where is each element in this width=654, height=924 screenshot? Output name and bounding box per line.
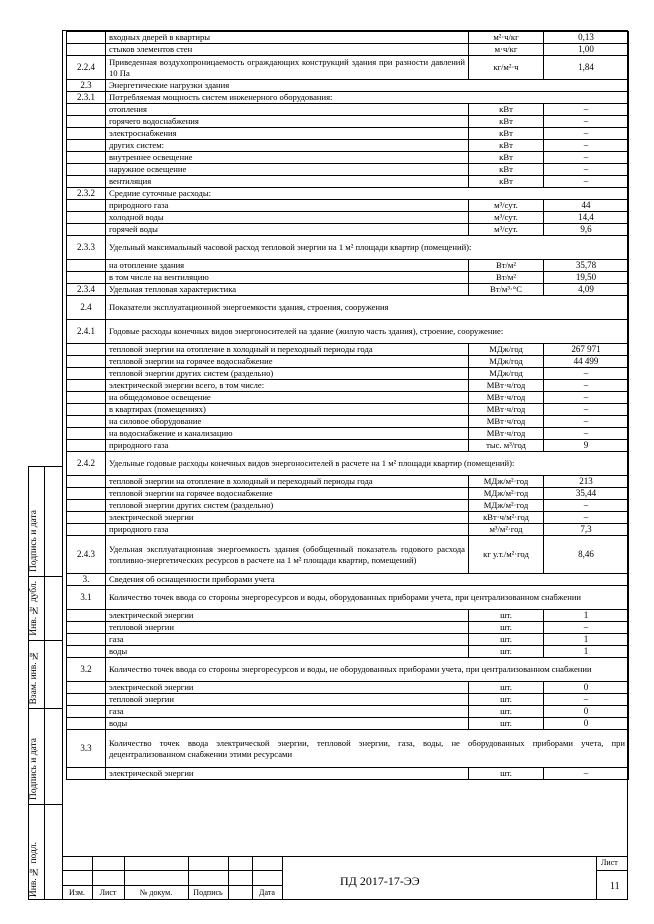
table-row xyxy=(67,200,629,212)
row-number xyxy=(67,164,106,176)
table-row xyxy=(67,524,629,536)
row-unit: кВт xyxy=(469,152,544,164)
row-number xyxy=(67,682,106,694)
row-unit: МДж/год xyxy=(469,356,544,368)
row-number xyxy=(67,392,106,404)
row-unit: шт. xyxy=(469,706,544,718)
row-value: 1 xyxy=(544,610,629,622)
row-name: тепловой энергии других систем (раздельно) xyxy=(106,500,469,512)
table-row xyxy=(67,768,629,780)
row-name: в квартирах (помещениях) xyxy=(106,404,469,416)
row-value: – xyxy=(544,512,629,524)
row-name: тепловой энергии на горячее водоснабжение xyxy=(106,356,469,368)
row-name: входных дверей в квартиры xyxy=(106,32,469,44)
row-value: 1 xyxy=(544,634,629,646)
row-number: 2.4.3 xyxy=(67,536,106,574)
table-row xyxy=(67,646,629,658)
row-name: стыков элементов стен xyxy=(106,44,469,56)
row-unit: шт. xyxy=(469,634,544,646)
table-row xyxy=(67,682,629,694)
row-name: Удельные годовые расходы конечных видов энергоносителей в расчете на 1 м² площади квартир (помещений): xyxy=(106,452,629,476)
row-name: электрической энергии xyxy=(106,610,469,622)
row-name: внутреннее освещение xyxy=(106,152,469,164)
table-row xyxy=(67,536,629,574)
row-value: – xyxy=(544,368,629,380)
table-row xyxy=(67,392,629,404)
row-number xyxy=(67,440,106,452)
row-unit: м²·ч/кг xyxy=(469,32,544,44)
energy-passport-table xyxy=(66,31,629,780)
row-value: 8,46 xyxy=(544,536,629,574)
side-cell-inv-orig: Инв. № подл. xyxy=(29,841,39,897)
row-unit: кВт xyxy=(469,164,544,176)
row-name: Приведенная воздухопроницаемость ограждающих конструкций здания при разности давлений 10 Па xyxy=(106,56,469,80)
row-number: 2.3.1 xyxy=(67,92,106,104)
row-value: 35,78 xyxy=(544,260,629,272)
row-value: – xyxy=(544,694,629,706)
table-row xyxy=(67,104,629,116)
table-row xyxy=(67,272,629,284)
row-number: 3. xyxy=(67,574,106,586)
row-name: электрической энергии всего, в том числе: xyxy=(106,380,469,392)
title-col-list: Лист xyxy=(99,888,117,897)
row-unit: МВт·ч/год xyxy=(469,392,544,404)
row-unit: МВт·ч/год xyxy=(469,416,544,428)
table-row xyxy=(67,92,629,104)
row-name: воды xyxy=(106,718,469,730)
table-row xyxy=(67,574,629,586)
row-value: 4,09 xyxy=(544,284,629,296)
row-name: Годовые расходы конечных видов энергоносителей на здание (жилую часть здания), строение, сооружение: xyxy=(106,320,629,344)
row-number xyxy=(67,44,106,56)
row-number xyxy=(67,634,106,646)
row-value: – xyxy=(544,380,629,392)
row-number xyxy=(67,706,106,718)
row-value: – xyxy=(544,176,629,188)
table-row xyxy=(67,404,629,416)
row-value: – xyxy=(544,404,629,416)
table-row xyxy=(67,176,629,188)
row-name: Средние суточные расходы: xyxy=(106,188,629,200)
row-unit: кВт·ч/м²·год xyxy=(469,512,544,524)
row-unit: м³/сут. xyxy=(469,200,544,212)
row-name: наружное освещение xyxy=(106,164,469,176)
row-name: на отопление здания xyxy=(106,260,469,272)
row-unit: шт. xyxy=(469,610,544,622)
table-row xyxy=(67,586,629,610)
row-unit: м·ч/кг xyxy=(469,44,544,56)
row-unit: Вт/м² xyxy=(469,260,544,272)
row-name: природного газа xyxy=(106,524,469,536)
row-number xyxy=(67,380,106,392)
row-number: 2.3.2 xyxy=(67,188,106,200)
side-stamp xyxy=(28,466,62,900)
row-value: 9,6 xyxy=(544,224,629,236)
table-row xyxy=(67,44,629,56)
row-number xyxy=(67,476,106,488)
row-number: 2.3.4 xyxy=(67,284,106,296)
table-row xyxy=(67,80,629,92)
table-row xyxy=(67,224,629,236)
side-cell-signature-date: Подпись и дата xyxy=(29,467,63,577)
row-value: 7,3 xyxy=(544,524,629,536)
table-row xyxy=(67,380,629,392)
row-value: 9 xyxy=(544,440,629,452)
row-number: 3.1 xyxy=(67,586,106,610)
row-name: Сведения об оснащенности приборами учета xyxy=(106,574,629,586)
row-name: Количество точек ввода со стороны энергоресурсов и воды, оборудованных приборами учета, при централизованном снабжении xyxy=(106,586,629,610)
table-row xyxy=(67,320,629,344)
row-name: Количество точек ввода со стороны энергоресурсов и воды, не оборудованных приборами учета, при централизованном снабжении xyxy=(106,658,629,682)
row-value: – xyxy=(544,622,629,634)
row-number xyxy=(67,212,106,224)
row-name: холодной воды xyxy=(106,212,469,224)
table-row xyxy=(67,356,629,368)
row-number xyxy=(67,610,106,622)
row-unit: МВт·ч/год xyxy=(469,404,544,416)
table-row xyxy=(67,32,629,44)
row-name: тепловой энергии других систем (раздельно) xyxy=(106,368,469,380)
table-row xyxy=(67,236,629,260)
sheet-number: 11 xyxy=(610,881,620,892)
side-cell-vzam-inv: Взам. инв. № xyxy=(29,641,63,709)
table-row xyxy=(67,284,629,296)
row-name: вентиляция xyxy=(106,176,469,188)
row-number xyxy=(67,356,106,368)
row-unit: шт. xyxy=(469,694,544,706)
row-name: других систем: xyxy=(106,140,469,152)
table-row xyxy=(67,416,629,428)
row-unit: МВт·ч/год xyxy=(469,428,544,440)
table-row xyxy=(67,730,629,768)
row-value: – xyxy=(544,152,629,164)
table-row xyxy=(67,56,629,80)
table-row xyxy=(67,164,629,176)
row-unit: шт. xyxy=(469,718,544,730)
row-value: 44 xyxy=(544,200,629,212)
table-row xyxy=(67,622,629,634)
row-name: природного газа xyxy=(106,200,469,212)
row-number: 2.4 xyxy=(67,296,106,320)
title-col-izm: Изм. xyxy=(69,888,85,897)
row-unit: МДж/м²·год xyxy=(469,488,544,500)
row-number xyxy=(67,140,106,152)
table-row xyxy=(67,116,629,128)
row-name: природного газа xyxy=(106,440,469,452)
row-value: 0 xyxy=(544,718,629,730)
row-name: тепловой энергии на отопление в холодный и переходный периоды года xyxy=(106,344,469,356)
table-row xyxy=(67,706,629,718)
row-unit: МВт·ч/год xyxy=(469,380,544,392)
row-name: на силовое оборудование xyxy=(106,416,469,428)
row-unit: шт. xyxy=(469,622,544,634)
row-number: 2.2.4 xyxy=(67,56,106,80)
row-number xyxy=(67,200,106,212)
table-row xyxy=(67,658,629,682)
row-unit: кВт xyxy=(469,128,544,140)
title-col-date: Дата xyxy=(259,888,275,897)
row-number xyxy=(67,488,106,500)
row-value: – xyxy=(544,116,629,128)
row-name: газа xyxy=(106,706,469,718)
table-row xyxy=(67,140,629,152)
row-name: электрической энергии xyxy=(106,512,469,524)
row-value: 1 xyxy=(544,646,629,658)
row-number xyxy=(67,512,106,524)
row-number xyxy=(67,524,106,536)
table-row xyxy=(67,212,629,224)
row-value: – xyxy=(544,128,629,140)
side-cell-signature-date-2: Подпись и дата xyxy=(29,709,63,805)
row-value: 1,84 xyxy=(544,56,629,80)
row-unit: Вт/м² xyxy=(469,272,544,284)
table-row xyxy=(67,188,629,200)
row-number: 3.3 xyxy=(67,730,106,768)
row-number xyxy=(67,428,106,440)
row-unit: МДж/год xyxy=(469,344,544,356)
row-value: 19,50 xyxy=(544,272,629,284)
table-row xyxy=(67,500,629,512)
row-value: 0,13 xyxy=(544,32,629,44)
row-number xyxy=(67,128,106,140)
row-unit: м³/м²·год xyxy=(469,524,544,536)
title-col-sign: Подпись xyxy=(193,888,223,897)
row-number xyxy=(67,718,106,730)
row-name: Количество точек ввода электрической энергии, тепловой энергии, газа, воды, не оборудованных приборами учета, при децентрализованном снабжении этими ресурсами xyxy=(106,730,629,768)
row-name: Удельная тепловая характеристика xyxy=(106,284,469,296)
table-row xyxy=(67,718,629,730)
row-value: – xyxy=(544,428,629,440)
row-name: на общедомовое освещение xyxy=(106,392,469,404)
row-name: Потребляемая мощность систем инженерного оборудования: xyxy=(106,92,629,104)
row-number: 2.4.2 xyxy=(67,452,106,476)
row-name: горячего водоснабжения xyxy=(106,116,469,128)
row-value: 44 499 xyxy=(544,356,629,368)
row-unit: МДж/м²·год xyxy=(469,476,544,488)
row-unit: м³/сут. xyxy=(469,224,544,236)
table-row xyxy=(67,260,629,272)
row-name: в том числе на вентиляцию xyxy=(106,272,469,284)
row-value: 213 xyxy=(544,476,629,488)
row-value: – xyxy=(544,416,629,428)
row-number: 2.3.3 xyxy=(67,236,106,260)
table-row xyxy=(67,512,629,524)
row-number xyxy=(67,416,106,428)
table-row xyxy=(67,488,629,500)
row-number xyxy=(67,694,106,706)
table-row xyxy=(67,296,629,320)
row-number xyxy=(67,368,106,380)
row-number xyxy=(67,32,106,44)
sheet-label: Лист xyxy=(601,858,618,867)
row-name: Удельный максимальный часовой расход тепловой энергии на 1 м² площади квартир (помещений): xyxy=(106,236,629,260)
row-unit: тыс. м³/год xyxy=(469,440,544,452)
row-value: 14,4 xyxy=(544,212,629,224)
row-unit: МДж/м²·год xyxy=(469,500,544,512)
row-value: 1,00 xyxy=(544,44,629,56)
row-unit: шт. xyxy=(469,682,544,694)
row-name: электрической энергии xyxy=(106,768,469,780)
row-number: 3.2 xyxy=(67,658,106,682)
row-name: газа xyxy=(106,634,469,646)
row-name: электрической энергии xyxy=(106,682,469,694)
row-value: – xyxy=(544,500,629,512)
row-unit: кВт xyxy=(469,140,544,152)
row-name: воды xyxy=(106,646,469,658)
row-unit: кВт xyxy=(469,104,544,116)
row-unit: кг/м²·ч xyxy=(469,56,544,80)
row-number xyxy=(67,344,106,356)
row-unit: кг у.т./м²·год xyxy=(469,536,544,574)
row-value: 0 xyxy=(544,706,629,718)
table-row xyxy=(67,476,629,488)
row-number: 2.4.1 xyxy=(67,320,106,344)
row-name: на водоснабжение и канализацию xyxy=(106,428,469,440)
document-code: ПД 2017-17-ЭЭ xyxy=(340,874,420,888)
row-value: 267 971 xyxy=(544,344,629,356)
row-value: – xyxy=(544,164,629,176)
row-value: – xyxy=(544,104,629,116)
table-row xyxy=(67,152,629,164)
row-value: 0 xyxy=(544,682,629,694)
row-value: – xyxy=(544,140,629,152)
row-unit: шт. xyxy=(469,646,544,658)
row-unit: кВт xyxy=(469,176,544,188)
row-number xyxy=(67,272,106,284)
row-number xyxy=(67,260,106,272)
row-number xyxy=(67,224,106,236)
row-value: – xyxy=(544,392,629,404)
table-row xyxy=(67,428,629,440)
side-cell-inv-dup: Инв. № дубл. xyxy=(29,577,63,641)
row-name: горячей воды xyxy=(106,224,469,236)
row-name: Удельная эксплуатационная энергоемкость здания (обобщенный показатель годового расхода топливно-энергетических ресурсов в расчете на 1 м² площади квартир, помещений) xyxy=(106,536,469,574)
row-number: 2.3 xyxy=(67,80,106,92)
table-row xyxy=(67,440,629,452)
row-value: – xyxy=(544,768,629,780)
row-number xyxy=(67,646,106,658)
table-row xyxy=(67,452,629,476)
row-unit: Вт/м³·°С xyxy=(469,284,544,296)
row-name: тепловой энергии xyxy=(106,694,469,706)
row-unit: МДж/год xyxy=(469,368,544,380)
table-row xyxy=(67,610,629,622)
table-row xyxy=(67,128,629,140)
row-name: отопления xyxy=(106,104,469,116)
title-col-doc: № докум. xyxy=(139,888,173,897)
row-name: Показатели эксплуатационной энергоемкости здания, строения, сооружения xyxy=(106,296,629,320)
row-name: Энергетические нагрузки здания xyxy=(106,80,629,92)
table-row xyxy=(67,344,629,356)
row-name: тепловой энергии xyxy=(106,622,469,634)
row-number xyxy=(67,176,106,188)
row-number xyxy=(67,768,106,780)
row-name: тепловой энергии на горячее водоснабжение xyxy=(106,488,469,500)
row-name: тепловой энергии на отопление в холодный и переходный периоды года xyxy=(106,476,469,488)
table-row xyxy=(67,634,629,646)
row-value: 35,44 xyxy=(544,488,629,500)
row-unit: шт. xyxy=(469,768,544,780)
row-name: электроснабжения xyxy=(106,128,469,140)
row-unit: кВт xyxy=(469,116,544,128)
row-number xyxy=(67,104,106,116)
table-row xyxy=(67,368,629,380)
table-row xyxy=(67,694,629,706)
row-number xyxy=(67,500,106,512)
row-number xyxy=(67,622,106,634)
row-unit: м³/сут. xyxy=(469,212,544,224)
row-number xyxy=(67,152,106,164)
row-number xyxy=(67,116,106,128)
row-number xyxy=(67,404,106,416)
